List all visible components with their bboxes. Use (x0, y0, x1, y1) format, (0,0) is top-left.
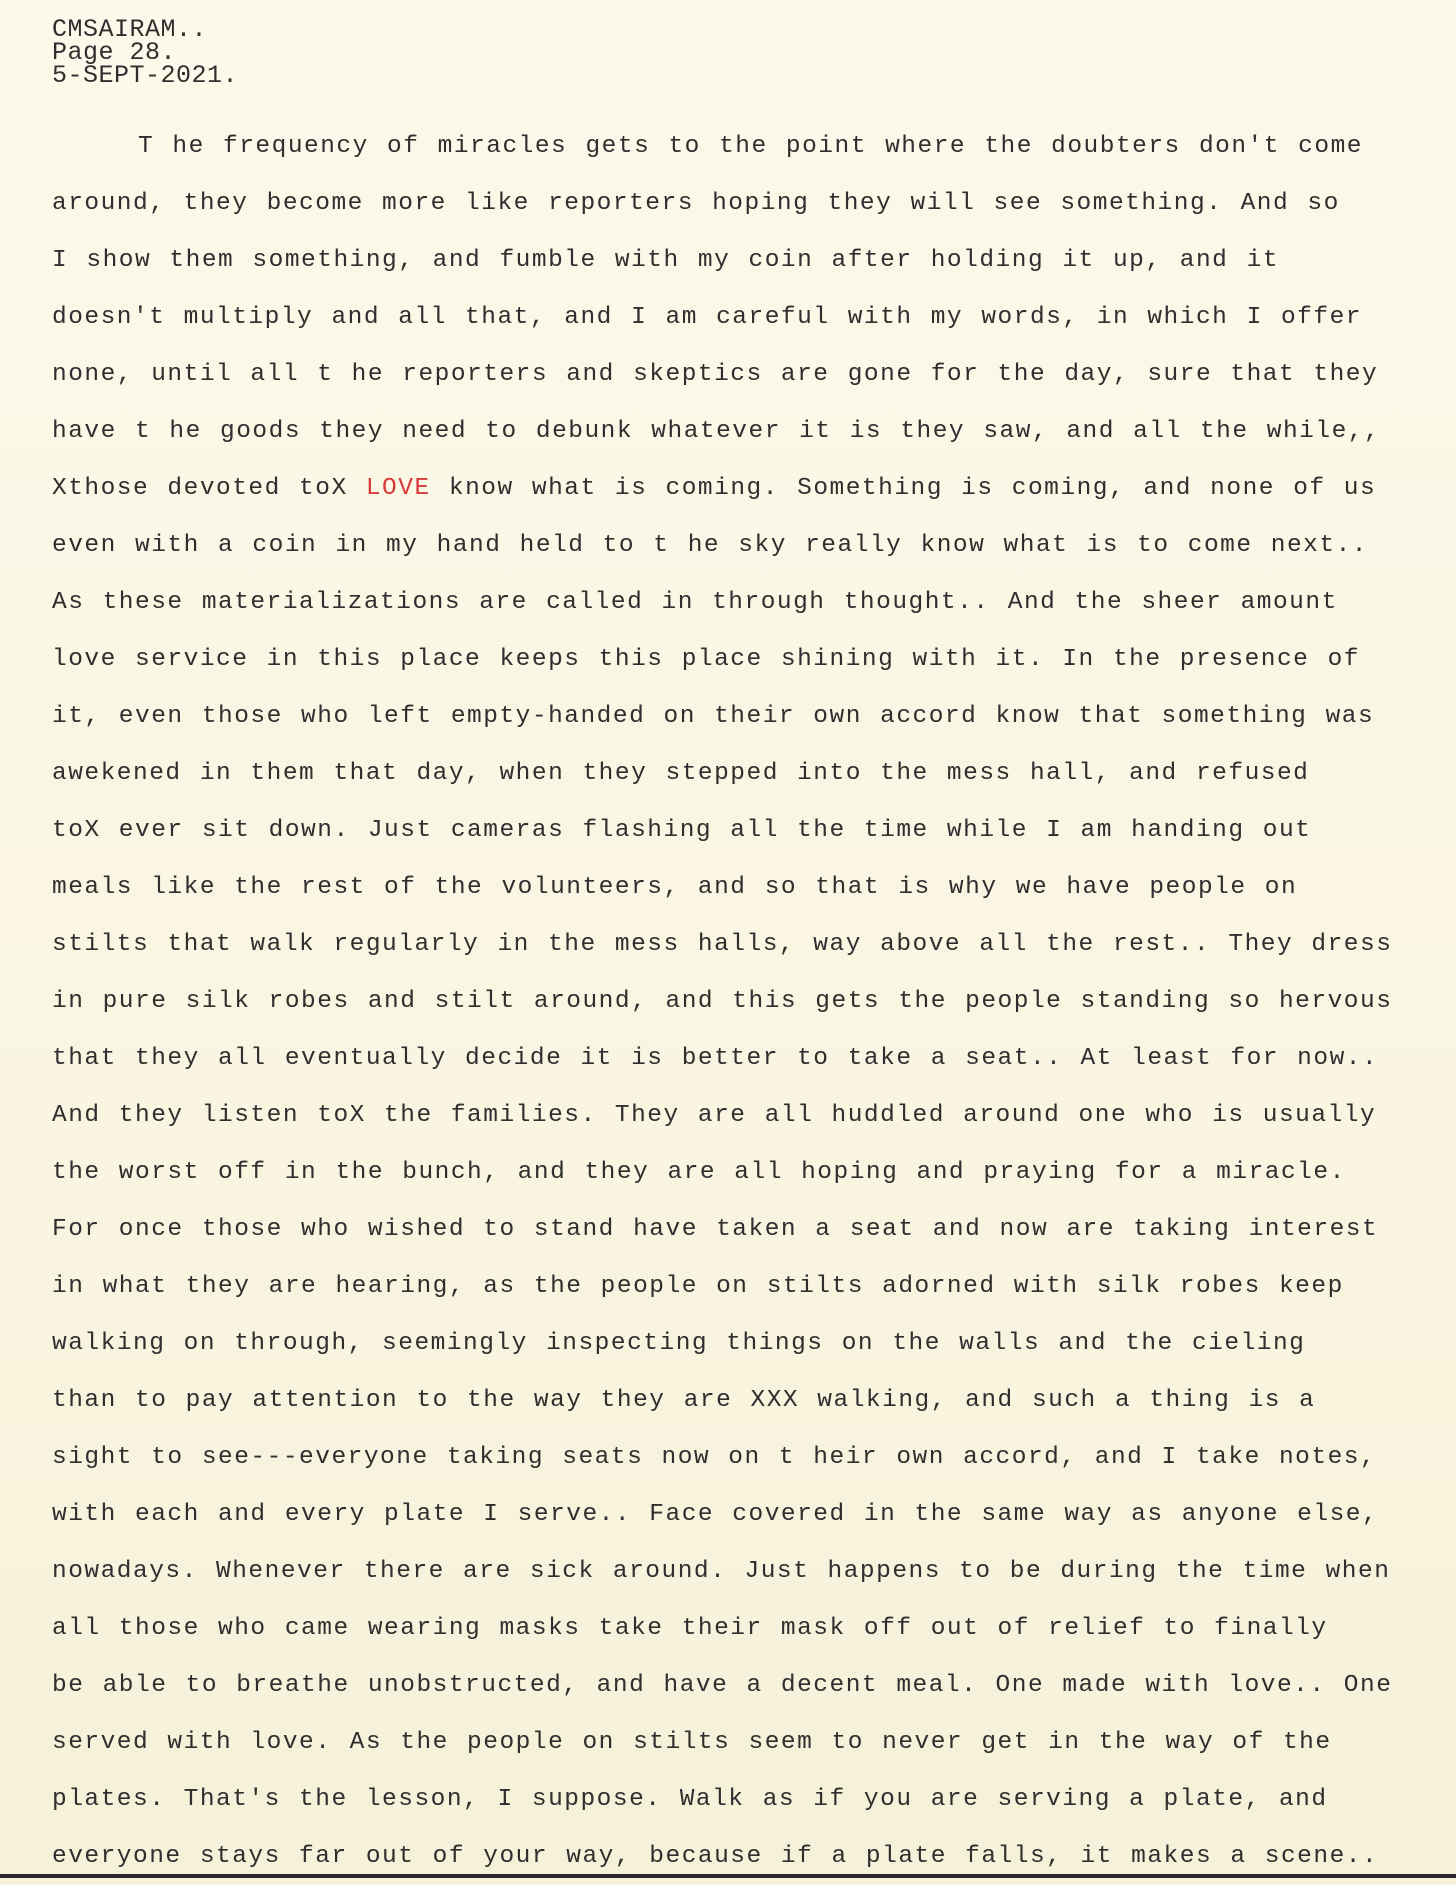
text-line: all those who came wearing masks take their mask off out of relief to finally (52, 1615, 1328, 1642)
text-line: in pure silk robes and stilt around, and this gets the people standing so hervous (52, 988, 1393, 1015)
author-name: CMSAIRAM.. (52, 15, 208, 44)
text-line: the worst off in the bunch, and they are all hoping and praying for a miracle. (52, 1159, 1346, 1186)
text-line: none, until all t he reporters and skeptics are gone for the day, sure that they (52, 361, 1379, 388)
text-line: be able to breathe unobstructed, and have a decent meal. One made with love.. One (52, 1672, 1393, 1699)
text-line: it, even those who left empty-handed on their own accord know that something was (52, 703, 1375, 730)
text-line: For once those who wished to stand have taken a seat and now are taking interest (52, 1216, 1379, 1243)
text-line: around, they become more like reporters hoping they will see something. And so (52, 190, 1340, 217)
text-line: that they all eventually decide it is better to take a seat.. At least for now.. (52, 1045, 1379, 1072)
text-line: awekened in them that day, when they stepped into the mess hall, and refused (52, 760, 1310, 787)
text-line: toX ever sit down. Just cameras flashing all the time while I am handing out (52, 817, 1312, 844)
text-line: sight to see---everyone taking seats now on t heir own accord, and I take notes, (52, 1444, 1377, 1471)
text-line: meals like the rest of the volunteers, and so that is why we have people on (52, 874, 1298, 901)
text-line: than to pay attention to the way they are XXX walking, and such a thing is a (52, 1387, 1316, 1414)
red-ink-word: LOVE (365, 475, 431, 502)
text-line: doesn't multiply and all that, and I am careful with my words, in which I offer (52, 304, 1362, 331)
page-number: Page 28. (52, 38, 177, 67)
text-line: with each and every plate I serve.. Face covered in the same way as anyone else, (52, 1501, 1379, 1528)
text-line: served with love. As the people on stilts seem to never get in the way of the (52, 1729, 1332, 1756)
text-line: As these materializations are called in through thought.. And the sheer amount (52, 589, 1338, 616)
text-line: everyone stays far out of your way, because if a plate falls, it makes a scene.. (52, 1843, 1379, 1870)
text-line: And they listen toX the families. They are all huddled around one who is usually (52, 1102, 1377, 1129)
text-line: in what they are hearing, as the people on stilts adorned with silk robes keep (52, 1273, 1344, 1300)
body-text (52, 118, 1447, 1885)
text-line: plates. That's the lesson, I suppose. Walk as if you are serving a plate, and (52, 1786, 1328, 1813)
text-line: T he frequency of miracles gets to the point where the doubters don't come (138, 133, 1363, 160)
text-line: stilts that walk regularly in the mess halls, way above all the rest.. They dress (52, 931, 1393, 958)
text-segment: Xthose devoted toX (52, 475, 366, 502)
text-line (52, 460, 1447, 517)
text-line: even with a coin in my hand held to t he sky really know what is to come next.. (52, 532, 1368, 559)
text-segment: know what is coming. Something is coming, and none of us (430, 475, 1377, 502)
page-date: 5-SEPT-2021. (52, 61, 239, 90)
bottom-edge-rule (0, 1874, 1456, 1878)
text-line: have t he goods they need to debunk whatever it is they saw, and all the while,, (52, 418, 1381, 445)
text-line: nowadays. Whenever there are sick around. Just happens to be during the time when (52, 1558, 1391, 1585)
page-header (52, 15, 239, 90)
text-line: I show them something, and fumble with my coin after holding it up, and it (52, 247, 1279, 274)
text-line: love service in this place keeps this place shining with it. In the presence of (52, 646, 1360, 673)
text-line: walking on through, seemingly inspecting things on the walls and the cieling (52, 1330, 1306, 1357)
